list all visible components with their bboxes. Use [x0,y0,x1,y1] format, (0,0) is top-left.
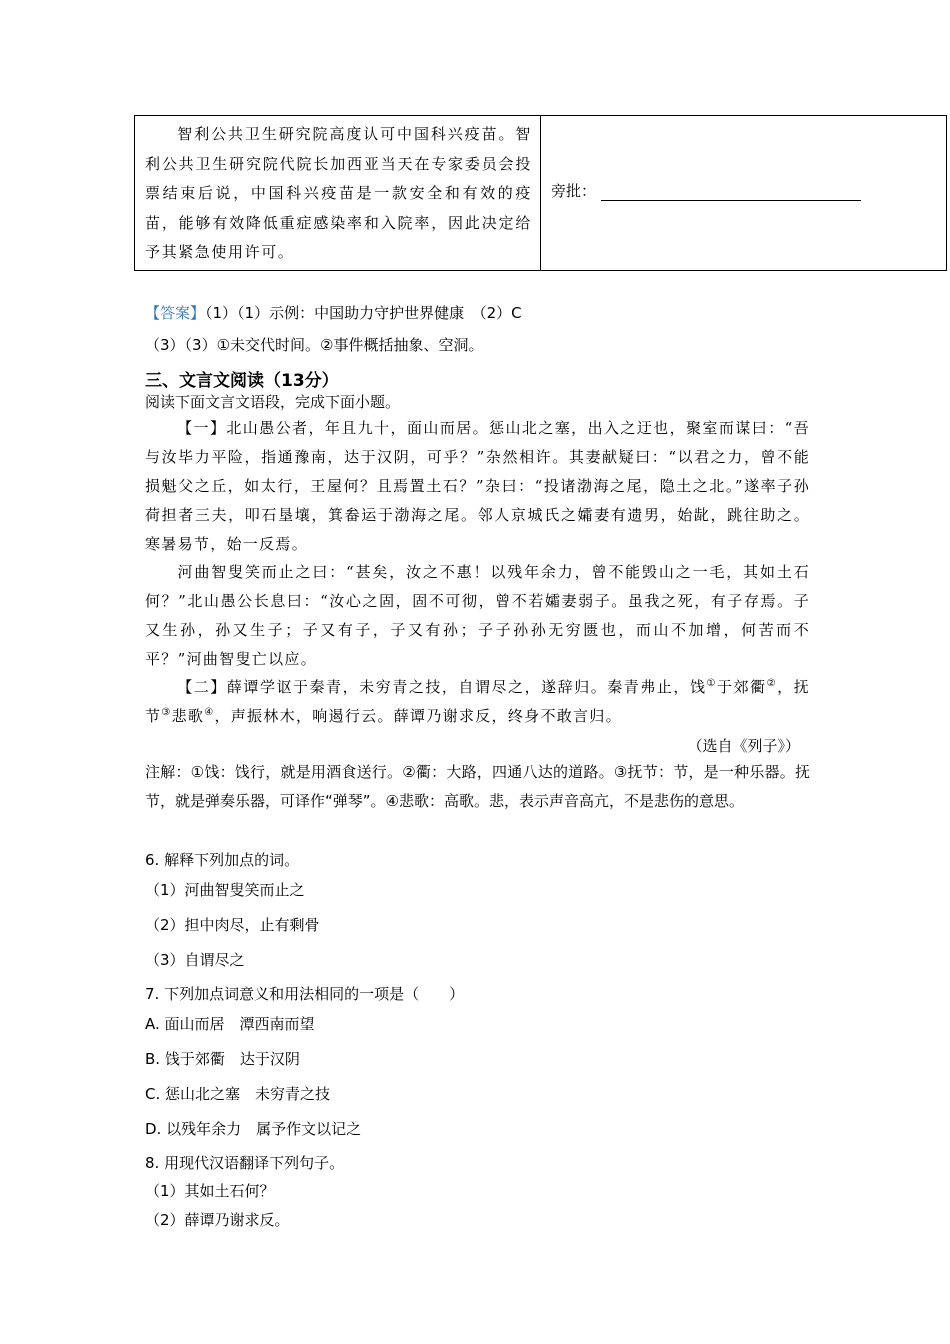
passage-one-text-2: 河曲智叟笑而止之曰：“甚矣，汝之不惠！以残年余力，曾不能毁山之一毛，其如土石何？”北山愚公长息曰：“汝心之固，固不可彻，曾不若孀妻弱子。虽我之死，有子存焉。子又生孙，孙又生子；子又有子，子又有孙；子子孙孙无穷匮也，而山不加增，何苦而不平？”河曲智叟亡以应。 [145,563,810,668]
question-6-item-1: （1）河曲智叟笑而止之 [145,881,305,899]
passage-one-paragraph-1 [145,414,810,559]
question-6-item-2: （2）担中肉尽，止有剩骨 [145,916,320,934]
question-8: 8. 用现代汉语翻译下列句子。 [145,1154,345,1172]
passage-one-text-1: 【一】北山愚公者，年且九十，面山而居。惩山北之塞，出入之迂也，聚室而谋曰：“吾与汝毕力平险，指通豫南，达于汉阴，可乎？”杂然相许。其妻献疑曰：“以君之力，曾不能损魁父之丘，如太行，王屋何？且焉置土石？”杂曰：“投诸渤海之尾，隐土之北。”遂率子孙荷担者三夫，叩石垦壤，箕畚运于渤海之尾。邻人京城氏之孀妻有遗男，始龀，跳往助之。寒暑易节，始一反焉。 [145,419,810,553]
question-8-item-1: （1）其如土石何？ [145,1182,275,1200]
passage-two-text-e: ，声振林木，响遏行云。薛谭乃谢求反，终身不敢言归。 [214,707,622,725]
question-6: 6. 解释下列加点的词。 [145,851,300,869]
passage-two-paragraph [145,673,810,731]
section-title: 三、文言文阅读（13分） [145,371,339,391]
section-instruction: 阅读下面文言文语段，完成下面小题。 [145,393,401,411]
answer-line-2: （3）（3）①未交代时间。②事件概括抽象、空洞。 [145,336,484,354]
question-7: 7. 下列加点词意义和用法相同的一项是（ ） [145,985,465,1003]
side-note-cell[interactable] [541,116,946,270]
passage-two-text-a: 【二】薛谭学讴于秦青，未穷青之技，自谓尽之，遂辞归。秦青弗止，饯 [177,678,707,696]
news-text-cell [135,116,541,270]
footnote-ref-2: ② [766,678,778,689]
annotation-notes: 注解：①饯：饯行，就是用酒食送行。②衢：大路，四通八达的道路。③抚节：节，是一种乐器。抚节，就是弹奏乐器，可译作“弹琴”。④悲歌：高歌。悲，表示声音高亢，不是悲伤的意思。 [145,763,810,810]
passage-two-text-c: ，抚节 [145,678,811,725]
question-6-item-3: （3）自谓尽之 [145,951,245,969]
passage-two-text-d: 悲歌 [171,707,205,725]
passage-two-text-b: 于郊衢 [717,678,767,696]
question-7-option-a: A. 面山而居 潭西南而望 [145,1015,315,1033]
question-7-option-d: D. 以残年余力 属予作文以记之 [145,1120,362,1138]
passage-one-paragraph-2 [145,558,810,674]
footnote-ref-1: ① [706,678,718,689]
side-note-label: 旁批： [551,182,597,200]
side-note-blank-line[interactable] [601,200,861,201]
news-text: 智利公共卫生研究院高度认可中国科兴疫苗。智利公共卫生研究院代院长加西亚当天在专家委员会投票结束后说，中国科兴疫苗是一款安全和有效的疫苗，能够有效降低重症感染率和入院率，因此决定给予其紧急使用许可。 [145,125,532,261]
answer-text-1: （1）（1）示例：中国助力守护世界健康 （2）C [205,304,522,322]
answer-line-1 [145,302,522,323]
question-7-option-b: B. 饯于郊衢 达于汉阴 [145,1050,300,1068]
question-7-option-c: C. 惩山北之塞 未穷青之技 [145,1085,331,1103]
source-citation: （选自《列子》） [687,737,800,755]
footnote-ref-4: ④ [204,707,215,718]
news-annotation-table [134,115,947,271]
answer-tag: 【答案】 [145,304,206,322]
footnote-ref-3: ③ [161,707,172,718]
question-8-item-2: （2）薛谭乃谢求反。 [145,1211,290,1229]
